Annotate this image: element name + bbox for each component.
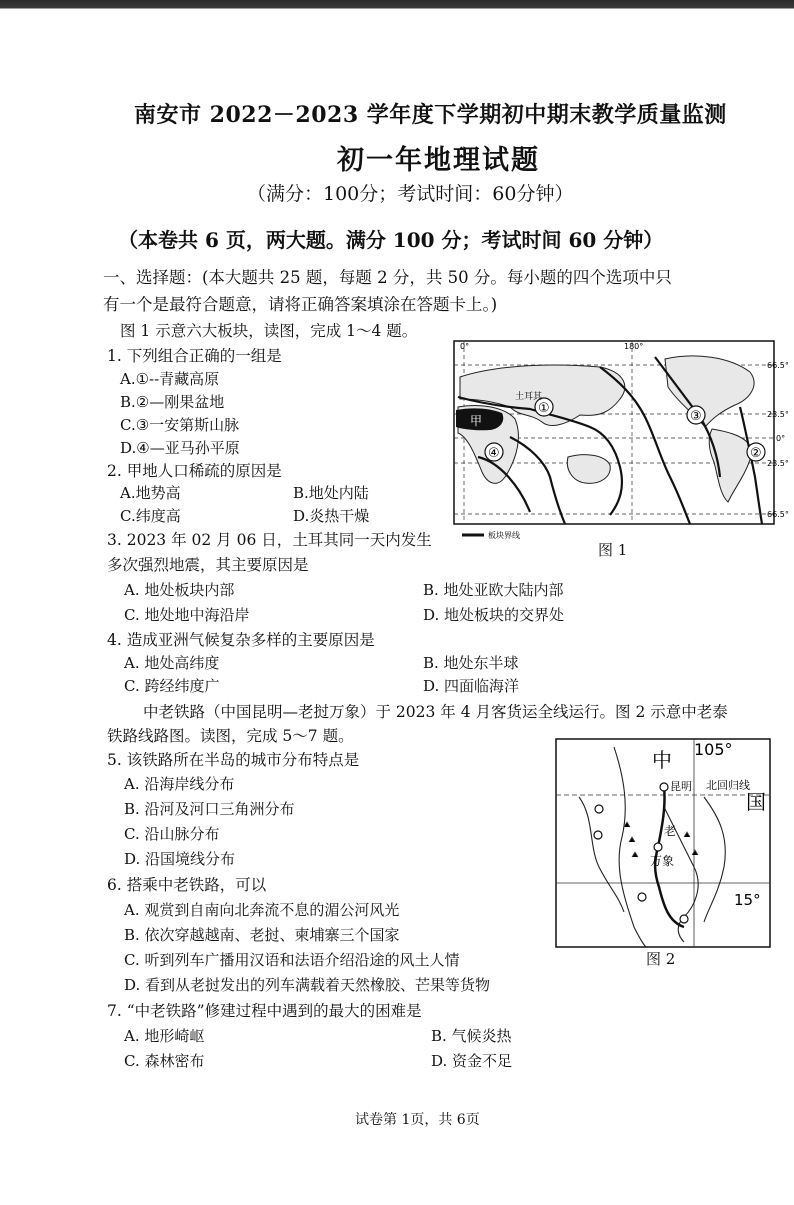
q3-stem-line2: 多次强烈地震，其主要原因是 bbox=[107, 556, 309, 574]
q6-option-b[interactable]: B. 依次穿越越南、老挝、柬埔寨三个国家 bbox=[124, 926, 400, 944]
q6-option-c[interactable]: C. 听到列车广播用汉语和法语介绍沿途的风土人情 bbox=[124, 951, 460, 969]
label-turkey: 土耳其 bbox=[515, 392, 543, 402]
q2-option-d[interactable]: D.炎热干燥 bbox=[293, 507, 370, 525]
page-footer: 试卷第 1页，共 6页 bbox=[355, 1112, 480, 1128]
figure1-caption: 图 1 bbox=[598, 541, 628, 559]
legend-label: 板块界线 bbox=[488, 531, 520, 540]
q6-stem: 6. 搭乘中老铁路，可以 bbox=[107, 876, 267, 894]
svg-text:23.5°: 23.5° bbox=[767, 410, 789, 419]
intro-fig1: 图 1 示意六大板块，读图，完成 1～4 题。 bbox=[120, 322, 418, 340]
lon-180: 180° bbox=[624, 342, 644, 351]
label-china-guo: 国 bbox=[746, 790, 766, 814]
subject-title: 初一年地理试题 bbox=[337, 145, 540, 176]
figure1-plate-map bbox=[450, 337, 794, 562]
section-heading-line2: 有一个是最符合题意，请将正确答案填涂在答题卡上。) bbox=[103, 295, 498, 314]
q6-option-d[interactable]: D. 看到从老挝发出的列车满载着天然橡胶、芒果等货物 bbox=[124, 976, 491, 994]
label-laos: 老 bbox=[664, 824, 677, 838]
q2-option-c[interactable]: C.纬度高 bbox=[120, 507, 181, 525]
label-15: 15° bbox=[734, 891, 761, 909]
svg-text:66.5°: 66.5° bbox=[767, 510, 789, 519]
q1-option-d[interactable]: D.④—亚马孙平原 bbox=[120, 439, 240, 457]
q1-option-b[interactable]: B.②—刚果盆地 bbox=[120, 393, 225, 411]
svg-text:23.5°: 23.5° bbox=[767, 459, 789, 468]
score-time: （满分：100分；考试时间：60分钟） bbox=[247, 183, 574, 205]
q3-stem-line1: 3. 2023 年 02 月 06 日，土耳其同一天内发生 bbox=[107, 531, 432, 549]
q7-stem: 7. “中老铁路”修建过程中遇到的最大的困难是 bbox=[107, 1002, 422, 1020]
q1-stem: 1. 下列组合正确的一组是 bbox=[107, 347, 282, 365]
q3-option-c[interactable]: C. 地处地中海沿岸 bbox=[124, 606, 250, 624]
mark-4: ④ bbox=[488, 446, 500, 461]
section-heading: 一、选择题：(本大题共 25 题，每题 2 分，共 50 分。每小题的四个选项中只 bbox=[103, 268, 672, 287]
q4-option-c[interactable]: C. 跨经纬度广 bbox=[124, 677, 220, 695]
q5-option-b[interactable]: B. 沿河及河口三角洲分布 bbox=[124, 800, 295, 818]
q3-option-d[interactable]: D. 地处板块的交界处 bbox=[423, 606, 565, 624]
intro-fig2-line2: 铁路线路图。读图，完成 5～7 题。 bbox=[107, 727, 354, 745]
mark-3: ③ bbox=[690, 409, 702, 424]
intro-fig2-line1: 中老铁路（中国昆明—老挝万象）于 2023 年 4 月客货运全线运行。图 2 示意中老泰 bbox=[143, 703, 728, 721]
q4-option-b[interactable]: B. 地处东半球 bbox=[423, 654, 519, 672]
q1-option-c[interactable]: C.③一安第斯山脉 bbox=[120, 416, 240, 434]
q7-option-b[interactable]: B. 气候炎热 bbox=[431, 1027, 512, 1045]
q5-option-c[interactable]: C. 沿山脉分布 bbox=[124, 825, 220, 843]
q1-option-a[interactable]: A.①--青藏高原 bbox=[120, 370, 220, 388]
q5-stem: 5. 该铁路所在半岛的城市分布特点是 bbox=[107, 751, 360, 769]
q2-option-b[interactable]: B.地处内陆 bbox=[293, 484, 369, 502]
figure2-railway-map bbox=[554, 737, 774, 949]
q3-option-b[interactable]: B. 地处亚欧大陆内部 bbox=[423, 581, 564, 599]
q5-option-d[interactable]: D. 沿国境线分布 bbox=[124, 850, 236, 868]
exam-notice: （本卷共 6 页，两大题。满分 100 分；考试时间 60 分钟） bbox=[118, 228, 664, 252]
exam-title: 南安市 2022－2023 学年度下学期初中期末教学质量监测 bbox=[134, 102, 727, 128]
mark-2: ② bbox=[750, 446, 762, 461]
label-105: 105° bbox=[694, 740, 733, 759]
q7-option-a[interactable]: A. 地形崎岖 bbox=[124, 1027, 205, 1045]
label-china-zhong: 中 bbox=[652, 748, 672, 772]
scan-top-edge bbox=[0, 0, 794, 60]
q4-option-a[interactable]: A. 地处高纬度 bbox=[124, 654, 220, 672]
q4-stem: 4. 造成亚洲气候复杂多样的主要原因是 bbox=[107, 631, 375, 649]
q2-option-a[interactable]: A.地势高 bbox=[120, 484, 181, 502]
mark-1: ① bbox=[538, 401, 550, 416]
svg-text:66.5°: 66.5° bbox=[767, 361, 789, 370]
figure2-caption: 图 2 bbox=[646, 950, 676, 968]
svg-text:0°: 0° bbox=[776, 434, 786, 443]
q3-option-a[interactable]: A. 地处板块内部 bbox=[124, 581, 235, 599]
q5-option-a[interactable]: A. 沿海岸线分布 bbox=[124, 775, 235, 793]
label-tropic: 北回归线 bbox=[706, 779, 750, 792]
q7-option-c[interactable]: C. 森林密布 bbox=[124, 1052, 205, 1070]
q6-option-a[interactable]: A. 观赏到自南向北奔流不息的湄公河风光 bbox=[124, 901, 400, 919]
q4-option-d[interactable]: D. 四面临海洋 bbox=[423, 677, 520, 695]
q2-stem: 2. 甲地人口稀疏的原因是 bbox=[107, 462, 282, 480]
label-jia: 甲 bbox=[470, 414, 483, 428]
q7-option-d[interactable]: D. 资金不足 bbox=[431, 1052, 513, 1070]
lon-0: 0° bbox=[460, 342, 470, 351]
label-kunming: 昆明 bbox=[670, 780, 692, 793]
label-vientiane: 万象 bbox=[650, 854, 675, 868]
